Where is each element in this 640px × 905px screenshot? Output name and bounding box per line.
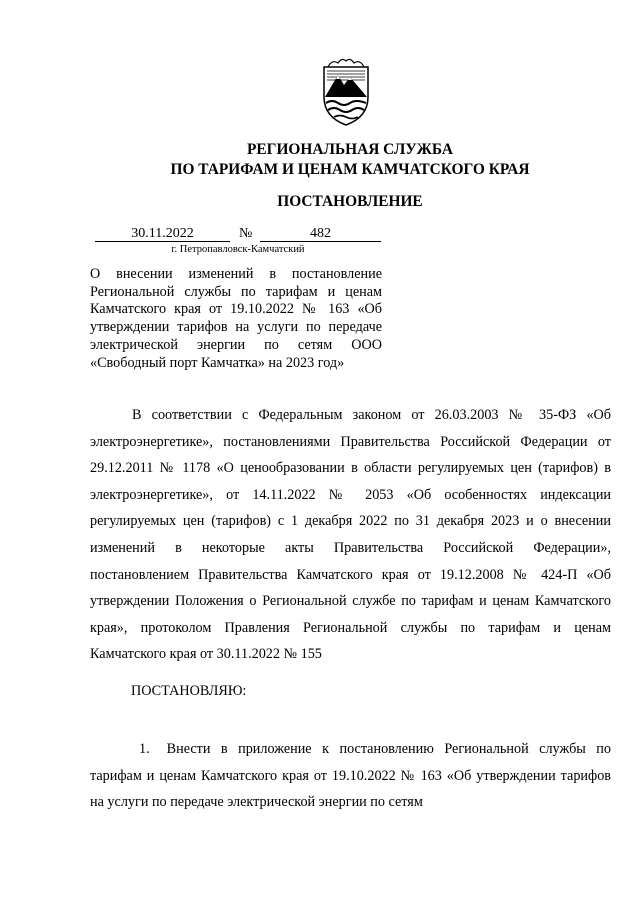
decree-item-text: Внести в приложение к постановлению Региональной службы по тарифам и ценам Камчатского края от 19.10.2022 № 163 «Об утверждении тарифов на услуги по передаче электрической энергии по сетям [90,741,611,811]
decree-word: ПОСТАНОВЛЯЮ: [131,683,247,699]
decree-item [90,736,611,816]
number-underline [260,241,381,242]
org-title-line-2: ПО ТАРИФАМ И ЦЕНАМ КАМЧАТСКОГО КРАЯ [170,161,530,178]
kamchatka-coat-of-arms-icon [318,57,374,127]
document-number: 482 [310,226,331,241]
document-subject: О внесении изменений в постановление Региональной службы по тарифам и ценам Камчатского края от 19.10.2022 № 163 «Об утверждении тарифов на услуги по передаче электрической энергии по сетям ООО «Свободный порт Камчатка» на 2023 год» [90,266,382,371]
document-type: ПОСТАНОВЛЕНИЕ [277,193,423,210]
number-sign: № [239,226,253,241]
date-underline [95,241,230,242]
decree-item-number: 1. [139,741,150,757]
organization-title [90,140,610,180]
document-requisites [95,226,381,242]
preamble-paragraph: В соответствии с Федеральным законом от 26.03.2003 № 35-ФЗ «Об электроэнергетике», постановлениями Правительства Российской Федерации от 29.12.2011 № 1178 «О ценообразовании в области регулируемых цен (тарифов) в электроэнергетике», от 14.11.2022 № 2053 «Об особенностях индексации регулируемых цен (тарифов) с 1 декабря 2022 по 31 декабря 2023 и о внесении изменений в некоторые акты Правительства Российской Федерации», постановлением Правительства Камчатского края от 19.12.2008 № 424-П «Об утверждении Положения о Региональной службе по тарифам и ценам Камчатского края», протоколом Правления Региональной службы по тарифам и ценам Камчатского края от 30.11.2022 № 155 [90,407,611,663]
org-title-line-1: РЕГИОНАЛЬНАЯ СЛУЖБА [247,141,453,158]
document-date: 30.11.2022 [131,226,194,241]
document-city: г. Петропавловск-Камчатский [171,244,305,255]
